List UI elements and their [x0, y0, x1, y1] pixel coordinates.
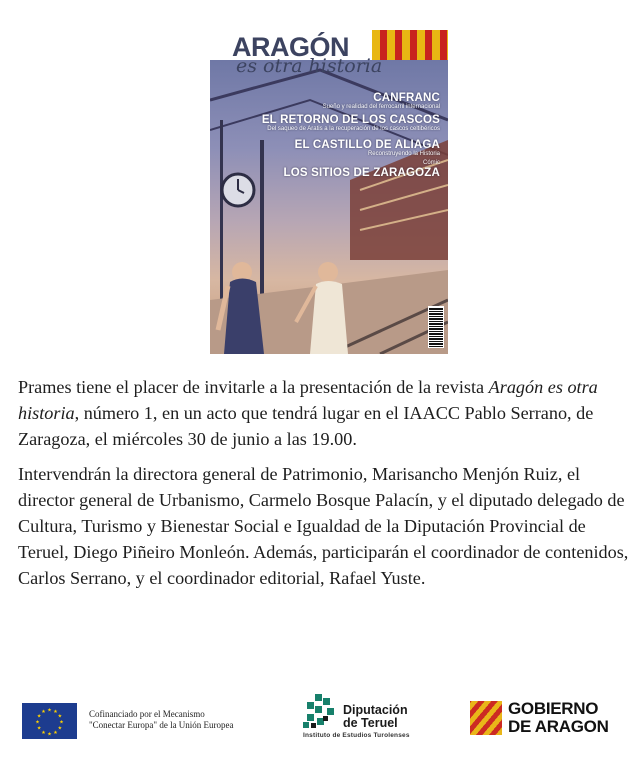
gobierno-line2: DE ARAGON [508, 717, 609, 736]
headline-sitios: LOS SITIOS DE ZARAGOZA [283, 167, 440, 179]
cover-headlines [240, 92, 440, 179]
aragon-flag-stripes [372, 30, 448, 60]
gobierno-line1: GOBIERNO [508, 699, 599, 718]
barcode [428, 306, 444, 348]
magazine-cover [210, 30, 448, 354]
headline-aliaga: EL CASTILLO DE ALIAGA [294, 139, 440, 151]
eu-cofinancing-text [89, 709, 289, 731]
diputacion-teruel-logo [303, 694, 463, 744]
p1-end: , número 1, en un acto que tendrá lugar en el IAACC Pablo Serrano, de Zaragoza, el miércoles 30 de junio a las 19.00. [18, 403, 594, 449]
invitation-paragraph-1 [18, 374, 630, 452]
svg-text:★: ★ [36, 713, 42, 720]
svg-text:★: ★ [47, 707, 52, 714]
eu-flag-icon [22, 703, 77, 739]
magazine-logo [232, 30, 448, 86]
invitation-paragraph-2: Intervendrán la directora general de Patrimonio, Marisancho Menjón Ruiz, el director general de Urbanismo, Carmelo Bosque Palacín, y el diputado delegado de Cultura, Turismo y Bienestar Social e Igualdad de la Diputación Provincial de Teruel, Diego Piñeiro Monleón. Además, participarán el coordinador de contenidos, Carlos Serrano, y el coordinador editorial, Rafael Yuste. [18, 464, 629, 588]
headline-sitios-sub: Cómic [422, 160, 440, 166]
headline-canfranc: CANFRANC [373, 92, 440, 104]
headline-canfranc-sub: Sueño y realidad del ferrocarril internacional [322, 104, 440, 110]
aragon-flag-icon [470, 701, 502, 735]
eu-stars [22, 703, 77, 739]
svg-text:★: ★ [53, 729, 58, 736]
svg-text:★: ★ [35, 719, 40, 726]
gobierno-aragon-name [508, 700, 609, 736]
eu-text-line1: Cofinanciado por el Mecanismo [89, 709, 205, 719]
headline-cascos-sub: Del saqueo de Aratis a la recuperación de los cascos celtibéricos [267, 126, 440, 132]
svg-text:★: ★ [59, 719, 64, 726]
diputacion-name [343, 704, 408, 730]
svg-text:★: ★ [57, 713, 63, 720]
svg-text:★: ★ [53, 709, 58, 716]
magazine-title-italic: Aragón es otra historia [18, 377, 598, 423]
instituto-name: Instituto de Estudios Turolenses [303, 732, 410, 739]
gobierno-aragon-logo [470, 699, 630, 739]
svg-text:★: ★ [47, 731, 52, 738]
teruel-mark-icon [303, 694, 339, 730]
p1-start: Prames tiene el placer de invitarle a la presentación de la revista [18, 377, 489, 397]
headline-aliaga-sub: Reconstruyendo la Historia [367, 151, 440, 157]
diputacion-line1: Diputación [343, 703, 408, 717]
svg-text:★: ★ [57, 725, 63, 732]
svg-text:★: ★ [41, 709, 46, 716]
invitation-text [18, 374, 630, 600]
magazine-logo-script: es otra historia [236, 55, 383, 77]
headline-cascos: EL RETORNO DE LOS CASCOS [261, 114, 440, 126]
eu-text-line2: "Conectar Europa" de la Unión Europea [89, 720, 234, 730]
magazine-logo-word: ARAGÓN [232, 32, 349, 62]
svg-text:★: ★ [36, 725, 42, 732]
svg-text:★: ★ [41, 729, 46, 736]
diputacion-line2: de Teruel [343, 716, 398, 730]
